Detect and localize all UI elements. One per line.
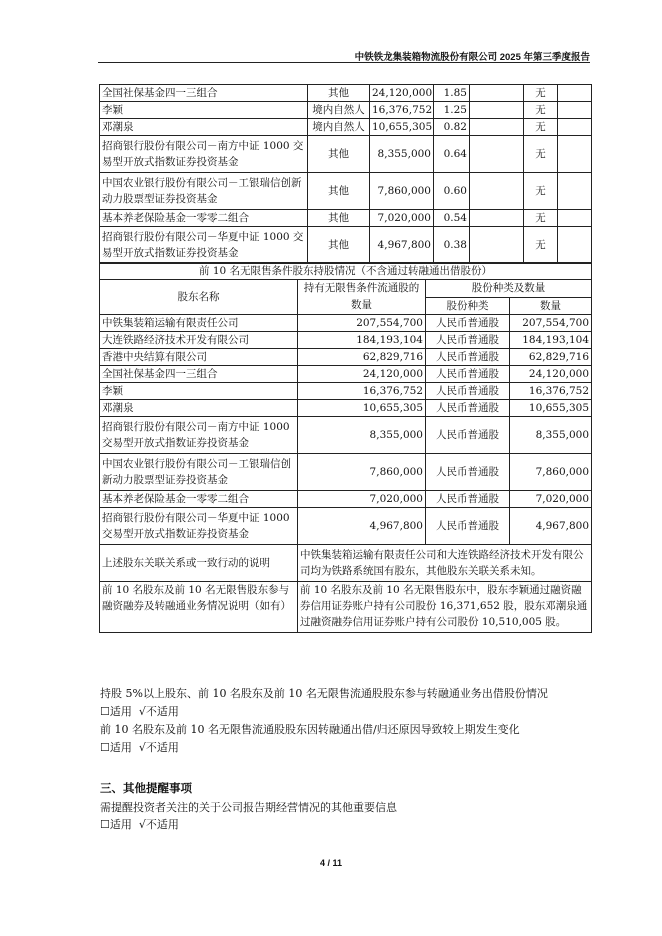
share-quantity: 7,860,000 [510, 454, 592, 491]
col-header-qty: 数量 [510, 297, 592, 315]
share-class: 人民币普通股 [426, 315, 510, 332]
shareholder-name: 基本养老保险基金一零零二组合 [100, 210, 308, 227]
unrestricted-shares: 184,193,104 [298, 332, 426, 349]
lending-options [100, 703, 179, 720]
table-row [100, 210, 592, 227]
unrestricted-shares: 62,829,716 [298, 349, 426, 366]
share-percent: 1.85 [434, 85, 470, 102]
shares-held: 10,655,305 [370, 119, 434, 136]
table-row [100, 383, 592, 400]
share-class: 人民币普通股 [426, 383, 510, 400]
table-row [100, 366, 592, 383]
shareholder-name: 邓潮泉 [100, 400, 298, 417]
table-row [100, 227, 592, 264]
table-row [100, 136, 592, 173]
share-percent: 1.25 [434, 102, 470, 119]
table-row [100, 102, 592, 119]
shareholder-name: 李颖 [100, 102, 308, 119]
unrestricted-shares: 24,120,000 [298, 366, 426, 383]
share-quantity: 7,020,000 [510, 491, 592, 508]
unrestricted-shares: 7,020,000 [298, 491, 426, 508]
shares-held: 4,967,800 [370, 227, 434, 264]
shareholder-type: 其他 [308, 173, 370, 210]
share-quantity: 10,655,305 [510, 400, 592, 417]
share-quantity: 24,120,000 [510, 366, 592, 383]
share-quantity: 207,554,700 [510, 315, 592, 332]
related-label: 上述股东关联关系或一致行动的说明 [100, 545, 298, 582]
pledge-status: 无 [524, 227, 558, 264]
unrestricted-shares: 4,967,800 [298, 508, 426, 545]
share-quantity: 62,829,716 [510, 349, 592, 366]
share-percent: 0.82 [434, 119, 470, 136]
shareholder-name: 中国农业银行股份有限公司－工银瑞信创新动力股票型证券投资基金 [100, 454, 298, 491]
table-row [100, 315, 592, 332]
shareholder-type: 其他 [308, 136, 370, 173]
unrestricted-shares: 207,554,700 [298, 315, 426, 332]
header-divider [98, 62, 590, 63]
checkbox-na-2[interactable]: √不适用 [138, 741, 179, 754]
share-quantity: 8,355,000 [510, 417, 592, 454]
empty-cell [470, 227, 524, 264]
pledge-status: 无 [524, 136, 558, 173]
empty-cell [470, 119, 524, 136]
table-row [100, 491, 592, 508]
empty-cell [558, 173, 592, 210]
shareholder-type: 境内自然人 [308, 102, 370, 119]
table-row [100, 400, 592, 417]
shareholder-name: 邓潮泉 [100, 119, 308, 136]
unrestricted-shares: 8,355,000 [298, 417, 426, 454]
shareholder-name: 招商银行股份有限公司－华夏中证 1000 交易型开放式指数证券投资基金 [100, 227, 308, 264]
page-header-title: 中铁铁龙集装箱物流股份有限公司 2025 年第三季度报告 [354, 52, 590, 63]
table-title: 前 10 名无限售条件股东持股情况（不含通过转融通出借股份） [100, 263, 592, 280]
section-options [100, 816, 179, 833]
shareholder-name: 香港中央结算有限公司 [100, 349, 298, 366]
shareholder-name: 招商银行股份有限公司－华夏中证 1000 交易型开放式指数证券投资基金 [100, 508, 298, 545]
empty-cell [470, 173, 524, 210]
empty-cell [470, 210, 524, 227]
share-class: 人民币普通股 [426, 491, 510, 508]
unrestricted-shares: 10,655,305 [298, 400, 426, 417]
pledge-status: 无 [524, 173, 558, 210]
empty-cell [558, 119, 592, 136]
share-class: 人民币普通股 [426, 332, 510, 349]
shareholder-type: 其他 [308, 85, 370, 102]
checkbox-apply-2[interactable]: ☐适用 [100, 741, 132, 754]
share-percent: 0.38 [434, 227, 470, 264]
table-row [100, 332, 592, 349]
shareholder-name: 中铁集装箱运输有限责任公司 [100, 315, 298, 332]
table-row [100, 349, 592, 366]
checkbox-apply-3[interactable]: ☐适用 [100, 818, 132, 831]
page-number: 4 / 11 [319, 858, 343, 868]
pledge-status: 无 [524, 210, 558, 227]
empty-cell [558, 85, 592, 102]
shares-held: 7,020,000 [370, 210, 434, 227]
empty-cell [470, 136, 524, 173]
section-text: 需提醒投资者关注的关于公司报告期经营情况的其他重要信息 [100, 801, 397, 814]
share-percent: 0.60 [434, 173, 470, 210]
share-class: 人民币普通股 [426, 508, 510, 545]
table-row [100, 85, 592, 102]
change-options [100, 739, 179, 756]
share-percent: 0.54 [434, 210, 470, 227]
share-class: 人民币普通股 [426, 400, 510, 417]
shareholder-name: 李颖 [100, 383, 298, 400]
share-class: 人民币普通股 [426, 366, 510, 383]
shares-held: 16,376,752 [370, 102, 434, 119]
share-quantity: 4,967,800 [510, 508, 592, 545]
shareholder-name: 招商银行股份有限公司－南方中证 1000 交易型开放式指数证券投资基金 [100, 417, 298, 454]
col-header-name: 股东名称 [100, 280, 298, 315]
unrestricted-shares: 7,860,000 [298, 454, 426, 491]
share-class: 人民币普通股 [426, 349, 510, 366]
table-row [100, 119, 592, 136]
shareholder-name: 基本养老保险基金一零零二组合 [100, 491, 298, 508]
col-header-class-group: 股份种类及数量 [426, 280, 592, 298]
share-class: 人民币普通股 [426, 417, 510, 454]
shareholder-name: 全国社保基金四一三组合 [100, 85, 308, 102]
checkbox-na-1[interactable]: √不适用 [138, 705, 179, 718]
shareholder-name: 全国社保基金四一三组合 [100, 366, 298, 383]
table-row [100, 417, 592, 454]
top-shareholders-table [99, 84, 592, 264]
shareholder-type: 境内自然人 [308, 119, 370, 136]
share-quantity: 16,376,752 [510, 383, 592, 400]
pledge-status: 无 [524, 85, 558, 102]
margin-label: 前 10 名股东及前 10 名无限售股东参与融资融券及转融通业务情况说明（如有） [100, 582, 298, 633]
table-row [100, 173, 592, 210]
shareholder-type: 其他 [308, 210, 370, 227]
pledge-status: 无 [524, 102, 558, 119]
col-header-class: 股份种类 [426, 297, 510, 315]
checkbox-na-3[interactable]: √不适用 [138, 818, 179, 831]
empty-cell [558, 136, 592, 173]
shares-held: 7,860,000 [370, 173, 434, 210]
share-quantity: 184,193,104 [510, 332, 592, 349]
empty-cell [558, 210, 592, 227]
share-percent: 0.64 [434, 136, 470, 173]
table-row [100, 454, 592, 491]
section-title: 三、其他提醒事项 [100, 783, 192, 795]
lending-disclosure-text: 持股 5%以上股东、前 10 名股东及前 10 名无限售流通股股东参与转融通业务出借股份情况 [100, 687, 548, 700]
empty-cell [470, 102, 524, 119]
shareholder-name: 大连铁路经济技术开发有限公司 [100, 332, 298, 349]
shareholder-name: 招商银行股份有限公司－南方中证 1000 交易型开放式指数证券投资基金 [100, 136, 308, 173]
change-disclosure-text: 前 10 名股东及前 10 名无限售流通股股东因转融通出借/归还原因导致较上期发生变化 [100, 723, 520, 736]
related-text: 中铁集装箱运输有限责任公司和大连铁路经济技术开发有限公司均为铁路系统国有股东，其他股东关联关系未知。 [298, 545, 592, 582]
shares-held: 8,355,000 [370, 136, 434, 173]
checkbox-apply-1[interactable]: ☐适用 [100, 705, 132, 718]
unrestricted-shareholders-table [99, 262, 592, 633]
margin-text: 前 10 名股东及前 10 名无限售股东中，股东李颖通过融资融券信用证券账户持有公司股份 16,371,652 股，股东邓潮泉通过融资融券信用证券账户持有公司股份 10,510,005 股。 [298, 582, 592, 633]
share-class: 人民币普通股 [426, 454, 510, 491]
unrestricted-shares: 16,376,752 [298, 383, 426, 400]
pledge-status: 无 [524, 119, 558, 136]
empty-cell [558, 227, 592, 264]
col-header-shares: 持有无限售条件流通股的数量 [298, 280, 426, 315]
empty-cell [470, 85, 524, 102]
table-row [100, 508, 592, 545]
shareholder-type: 其他 [308, 227, 370, 264]
shares-held: 24,120,000 [370, 85, 434, 102]
empty-cell [558, 102, 592, 119]
shareholder-name: 中国农业银行股份有限公司－工银瑞信创新动力股票型证券投资基金 [100, 173, 308, 210]
